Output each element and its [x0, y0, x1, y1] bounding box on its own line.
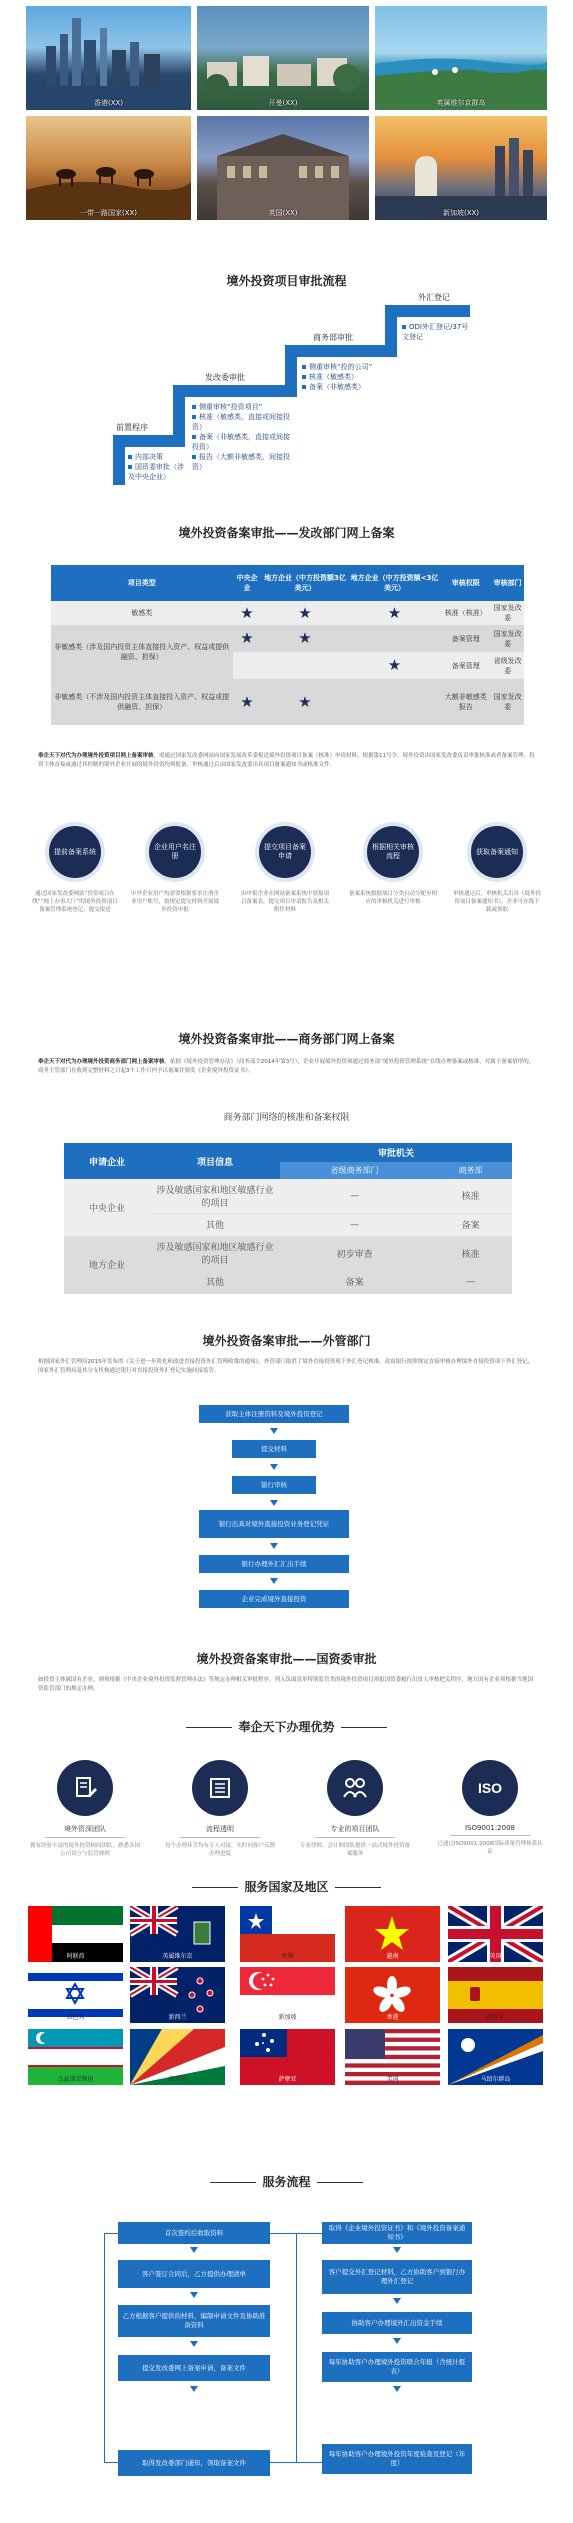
arrow-down-icon [270, 1578, 278, 1584]
star-icon: ★ [349, 652, 441, 679]
countries-title: 服务国家及地区 [0, 1878, 573, 1895]
table-header: 中央企业 [233, 565, 262, 601]
service-step: 乙方根据客户提供的材料，编制申请文件及协助准备资料 [118, 2305, 270, 2337]
service-step: 首次签约后收取资料 [118, 2222, 270, 2244]
advantage-item: ISO ISO9001:2008 已通过ISO9001:2008国际质量管理体系认证 [435, 1760, 545, 1856]
title-divider [341, 1727, 387, 1728]
advantages-title: 奉企天下办理优势 [0, 1718, 573, 1735]
flag-usa[interactable]: 美国 [345, 2029, 440, 2085]
arrow-down-icon [270, 1428, 278, 1434]
table-header: 省级商务部门 [280, 1162, 429, 1179]
flag-new-zealand[interactable]: 新西兰 [130, 1967, 225, 2023]
london-building-icon [197, 116, 369, 220]
flag-seychelles[interactable]: 塞舌尔 [130, 2029, 225, 2085]
table-row: 敏感类 ★ ★ ★ 核准（核准） 国家发改委 [51, 601, 524, 625]
arrow-down-icon [393, 2247, 401, 2253]
photo-caption: 开曼(XX) [268, 99, 298, 107]
document-pen-icon [72, 1775, 98, 1801]
destination-photo-grid [26, 6, 548, 219]
table-row: 中央企业 涉及敏感国家和地区敏感行业的项目 — 核准 [64, 1179, 512, 1213]
star-icon: ★ [261, 679, 348, 725]
ndrc-step-card: 获取备案通知 审核通过后，审核机关出具《境外投资项目备案通知书》，企业可在线下载或领取 [452, 822, 542, 914]
step-circle: 获取备案通知 [467, 822, 527, 882]
photo-uk[interactable] [197, 116, 369, 220]
arrow-down-icon [190, 2292, 198, 2298]
table-header: 商务部 [429, 1162, 512, 1179]
flow-step: 银行办理外汇汇出手续 [199, 1555, 349, 1573]
title-divider [186, 1727, 232, 1728]
flow-connector [296, 2233, 297, 2463]
star-icon: ★ [233, 601, 262, 625]
arrow-down-icon [393, 2386, 401, 2392]
arrow-down-icon [190, 2247, 198, 2253]
table-header: 地方企业（中方投资额3亿美元） [261, 565, 348, 601]
service-step: 每年协助客户办理境外投资年度检查及登记（年度） [322, 2444, 472, 2474]
flag-uk[interactable]: 英国 [448, 1906, 543, 1962]
forex-description: 根据国家外汇管理局2015年发布的《关于进一步简化和改进直接投资外汇管理政策的通知》，外管部门取消了境外直接投资项下外汇登记核准，改由银行按照规定直接审核办理境外直接投资项下外汇登记，国家外汇管理局及其分支机构通过银行对直接投资外汇登记实施间接监管。 [38, 1359, 534, 1374]
bvi-bay-icon [375, 6, 547, 110]
flow-connector [104, 2462, 118, 2463]
flag-vietnam[interactable]: 越南 [345, 1906, 440, 1962]
table-header: 项目信息 [150, 1143, 280, 1179]
stair-label: 商务部审批 [313, 333, 353, 342]
cayman-city-icon [197, 6, 369, 110]
table-header: 申请企业 [64, 1143, 150, 1179]
stair-label: 前置程序 [116, 423, 148, 432]
step-circle: 企业用户名注册 [145, 822, 205, 882]
table-header: 审核部门 [491, 565, 524, 601]
table-header: 审核权限 [440, 565, 491, 601]
flag-chile[interactable]: 智利 [240, 1906, 335, 1962]
title-divider [210, 2182, 256, 2183]
stair-riser [113, 435, 125, 485]
step-circle: 提交项目备案申请 [255, 822, 315, 882]
flag-spain[interactable]: 西班牙 [448, 1967, 543, 2023]
photo-caption: 新加坡(XX) [442, 209, 480, 217]
stair-items-1: 内部决策 国资委审批（涉及中央企业） [128, 453, 184, 481]
advantage-item: 境外资深团队 拥有经验丰富的境外投资顾问团队，熟悉各国公司设立与监管规则 [30, 1760, 140, 1858]
ndrc-approval-table [51, 565, 524, 725]
iso-icon: ISO [462, 1760, 518, 1816]
mofcom-table-title: 商务部门网络的核准和备案权限 [223, 1113, 350, 1123]
title-divider [192, 1887, 238, 1888]
flag-singapore[interactable]: 新加坡 [240, 1967, 335, 2023]
table-header: 审批机关 [280, 1143, 512, 1162]
table-header: 地方企业（中方投资额<3亿美元） [349, 565, 441, 601]
flow-step: 获取主体注册资料及境外投资登记 [199, 1405, 349, 1423]
arrow-down-icon [190, 2386, 198, 2392]
photo-singapore[interactable] [375, 116, 547, 220]
table-row: ★ 备案管理 省级发改委 [51, 652, 524, 679]
advantage-item: 专业的项目团队 专业律师、会计师团队提供一站式境外投资备案服务 [300, 1760, 410, 1858]
service-step: 客户签订合同后，乙方提供办理清单 [118, 2260, 270, 2288]
arrow-down-icon [190, 2341, 198, 2347]
ndrc-step-card: 根据相关审核流程 备案系统根据项目分类自动分配至相应的审核机关进行审核 [348, 822, 438, 906]
stair-items-2: 侧重审核“投资项目” 核准（敏感类，直接或间接投资） 备案（非敏感类，直接或间接投资） 报告（大额非敏感类，间接投资） [192, 403, 290, 471]
stair-label: 发改委审批 [205, 373, 245, 382]
team-icon [341, 1775, 369, 1801]
ndrc-description: 奉企天下对代为办理境外投资项目网上备案审核，需通过国家发改委网站向国家发展改革委报送境外投资项目备案（核准）申请材料。根据第11号令，境外投资由国家发改委负责审批核准或者备案管理，投资主体直接或通过其控制的境外企业开展的境外投资均须报备。审核通过后由国家发改委出具项目备案通知书或核准文件。 [38, 753, 535, 768]
service-step: 取得发改委部门通知，领取备案文件 [118, 2450, 270, 2476]
photo-caption: 英属维尔京群岛 [436, 99, 486, 107]
hong-kong-skyline-icon [26, 6, 191, 110]
ndrc-step-card: 提前备案系统 通过国家发改委网站“投资项目在线”“网上办事大厅”的境外投资项目备案管理系统登记、提交报送 [30, 822, 120, 914]
title-divider [317, 2182, 363, 2183]
flag-samoa[interactable]: 萨摩亚 [240, 2029, 335, 2085]
flow-step: 银行审核 [232, 1476, 316, 1494]
table-row: 非敏感类（涉及国内投资主体直接投入资产、权益或提供融资、担保） ★ ★ 备案管理 国家发改委 [51, 625, 524, 652]
approval-process-title: 境外投资项目审批流程 [226, 274, 347, 288]
star-icon: ★ [233, 625, 262, 652]
star-icon: ★ [233, 679, 262, 725]
photo-belt-road[interactable] [26, 116, 191, 220]
star-icon: ★ [349, 601, 441, 625]
arrow-down-icon [270, 1500, 278, 1506]
table-header: 项目类型 [51, 565, 233, 601]
stair-label: 外汇登记 [418, 293, 450, 302]
service-step: 提交发改委网上备案申请，备案文件 [118, 2355, 270, 2381]
photo-caption: 一带一路国家(XX) [79, 209, 138, 217]
forex-section-title: 境外投资备案审批——外管部门 [202, 1334, 371, 1348]
service-step: 客户提交外汇登记材料，乙方协助客户到银行办理外汇登记 [322, 2260, 472, 2294]
list-icon [207, 1775, 233, 1801]
flag-uzbekistan[interactable]: 乌兹别克斯坦 [28, 2029, 123, 2085]
mofcom-description: 奉企天下对代为办理境外投资商务部门网上备案审核，依据《境外投资管理办法》（商务部令2014年第3号），企业开展境外投资须通过商务部“境外投资管理系统”在线办理备案或核准，对属于备案情形的，商务主管部门在收到完整材料之日起3个工作日内予以备案并颁发《企业境外投资证书》。 [38, 1059, 535, 1074]
step-circle: 根据相关审核流程 [363, 822, 423, 882]
ndrc-section-title: 境外投资备案审批——发改部门网上备案 [178, 526, 395, 540]
flag-bvi[interactable]: 英属维尔京 [130, 1906, 225, 1962]
advantage-item: 流程透明 每个办理环节均有专人对接，实时向客户反馈办理进度 [165, 1760, 275, 1858]
arrow-down-icon [270, 1543, 278, 1549]
step-circle: 提前备案系统 [45, 822, 105, 882]
mofcom-section-title: 境外投资备案审批——商务部门网上备案 [178, 1032, 395, 1046]
flag-marshall-islands[interactable]: 马绍尔群岛 [448, 2029, 543, 2085]
stair-step-3 [285, 345, 385, 357]
table-row: 地方企业 涉及敏感国家和地区敏感行业的项目 初步审查 核准 [64, 1236, 512, 1270]
sasac-description: 如投资主体属国有企业，则须根据《中央企业境外投资监督管理办法》等规定办理相关审批程序，列入负面清单特别监管类的境外投资项目须报国资委履行出资人审核把关程序，地方国有企业须根据当地国资监管部门的规定办理。 [38, 1677, 534, 1692]
flow-step: 提交材料 [232, 1440, 316, 1458]
flow-connector [104, 2233, 105, 2463]
stair-items-3: 侧重审核“投的公司” 核准（敏感类） 备案（非敏感类） [302, 362, 397, 392]
ndrc-step-card: 企业用户名注册 中外企业用户均需要根据要求注册企业用户账号，按规定提交材料开展境外投资申报 [130, 822, 220, 914]
flag-hong-kong[interactable]: 香港 [345, 1967, 440, 2023]
stair-items-4: ODI外汇登记/37号文登记 [402, 323, 469, 341]
flow-connector [104, 2233, 118, 2234]
flow-step: 银行出具对境外直接投资业务登记凭证 [199, 1510, 349, 1538]
sasac-section-title: 境外投资备案审批——国资委审批 [196, 1652, 377, 1666]
service-step: 协助客户办理境外汇出资金手续 [322, 2312, 472, 2334]
flag-israel[interactable]: 以色列 [28, 1967, 123, 2023]
arrow-down-icon [270, 1464, 278, 1470]
photo-hong-kong[interactable] [26, 6, 191, 110]
photo-caption: 香港(XX) [93, 99, 124, 107]
arrow-down-icon [393, 2338, 401, 2344]
flag-uae[interactable]: 阿联酋 [28, 1906, 123, 1962]
mofcom-approval-table [64, 1143, 512, 1294]
service-flow-title: 服务流程 [0, 2173, 573, 2190]
table-row: 非敏感类（不涉及国内投资主体直接投入资产、权益或提供融资、担保） ★ ★ 大额非敏感类报告 国家发改委 [51, 679, 524, 725]
photo-caption: 英国(XX) [268, 209, 298, 217]
star-icon: ★ [261, 601, 348, 625]
title-divider [335, 1887, 381, 1888]
arrow-down-icon [393, 2298, 401, 2304]
stair-step-4 [385, 305, 470, 317]
photo-cayman[interactable] [197, 6, 369, 110]
table-row: 其他 — 备案 [64, 1213, 512, 1236]
stair-step-2 [173, 385, 285, 397]
service-step: 取得《企业境外投资证书》和《境外投资备案通知书》 [322, 2222, 472, 2244]
ndrc-step-card: 提交项目备案申请 由申报企业在网站备案系统中填报项目备案表，提交项目申请报告及相关附件材料 [240, 822, 330, 914]
star-icon: ★ [261, 625, 348, 652]
photo-bvi[interactable] [375, 6, 547, 110]
flow-connector [270, 2233, 322, 2234]
table-row: 其他 备案 — [64, 1270, 512, 1293]
flow-step: 企业完成境外直接投资 [199, 1590, 349, 1608]
service-step: 每年协助客户办理境外投资联合年报（含统计报表） [322, 2352, 472, 2382]
camel-caravan-icon [26, 116, 191, 220]
singapore-merlion-icon [375, 116, 547, 220]
